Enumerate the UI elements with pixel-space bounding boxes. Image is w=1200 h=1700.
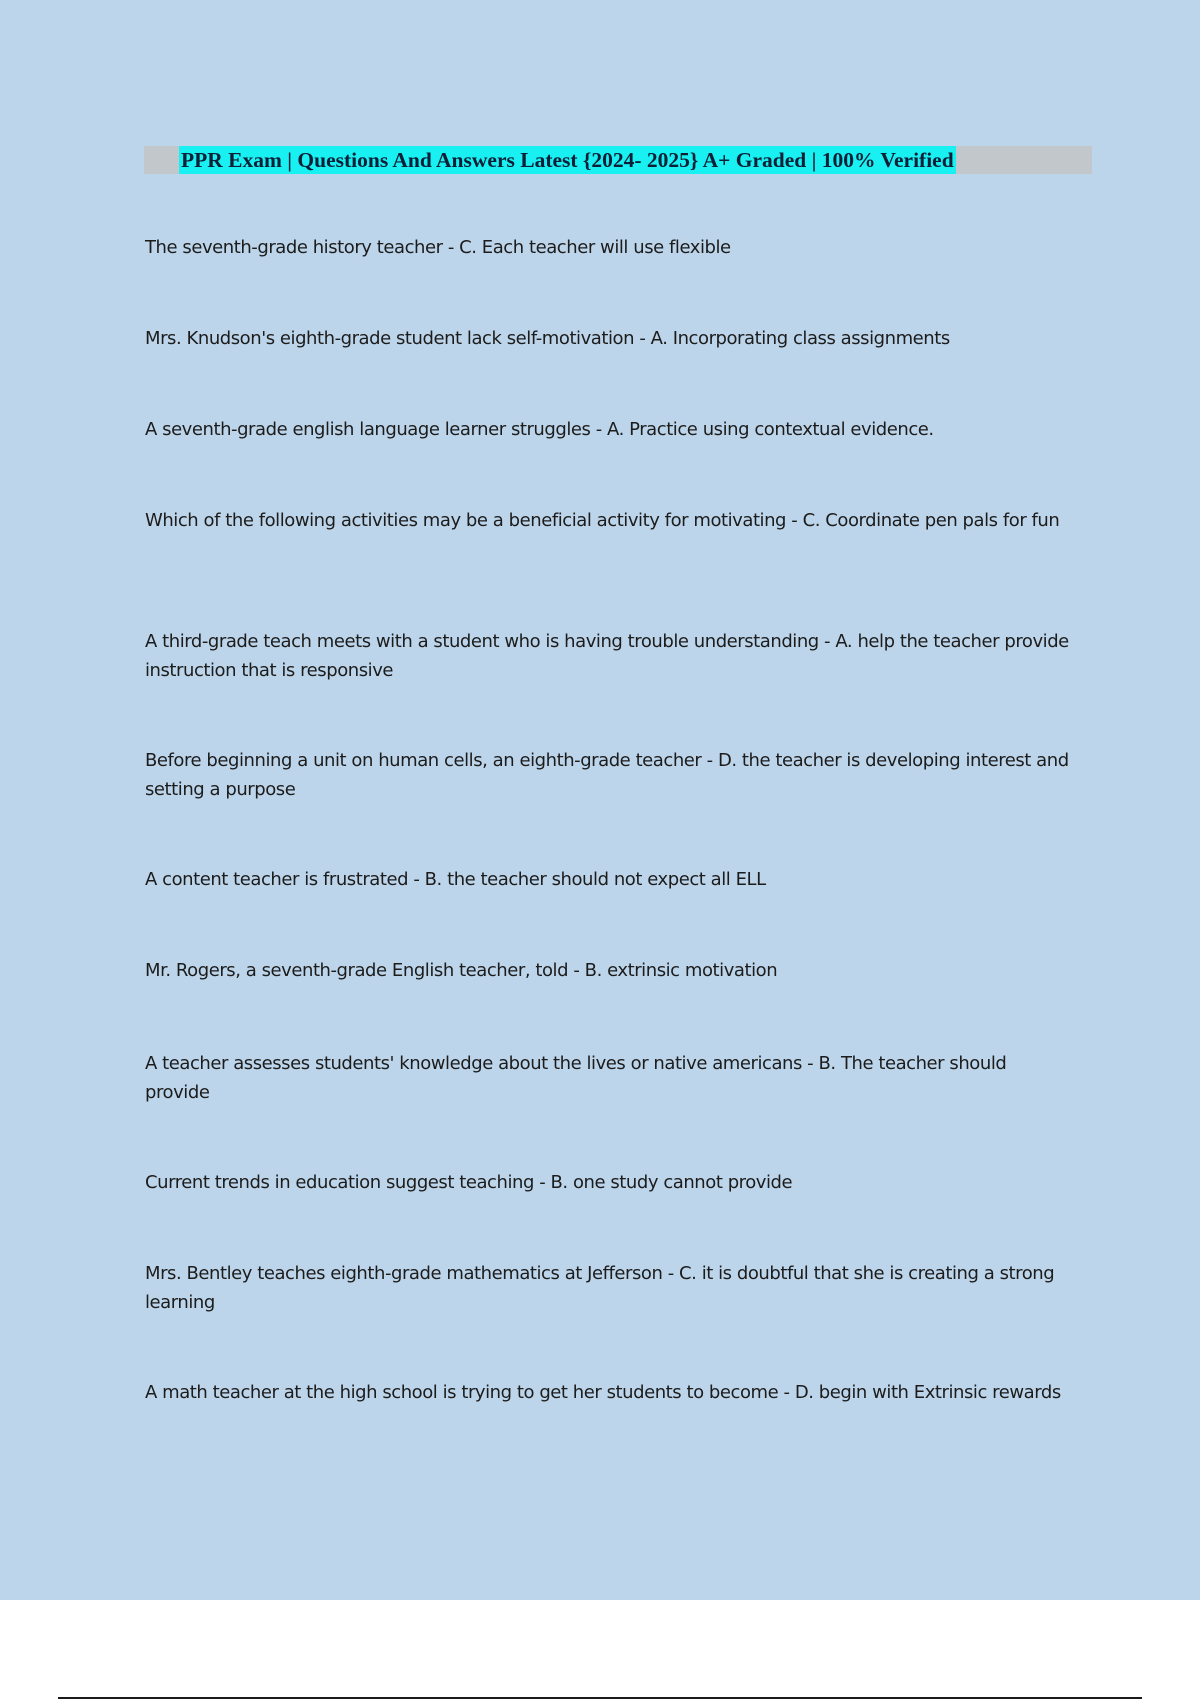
qa-item: Mrs. Knudson's eighth-grade student lack self-motivation - A. Incorporating class assignments	[145, 328, 950, 349]
qa-item: Mr. Rogers, a seventh-grade English teacher, told - B. extrinsic motivation	[145, 960, 778, 981]
qa-item: The seventh-grade history teacher - C. Each teacher will use flexible	[145, 237, 731, 258]
qa-item: A teacher assesses students' knowledge about the lives or native americans - B. The teacher should provide	[145, 1053, 1007, 1103]
qa-item: Current trends in education suggest teaching - B. one study cannot provide	[145, 1172, 793, 1193]
qa-item: Before beginning a unit on human cells, an eighth-grade teacher - D. the teacher is developing interest and setting a purpose	[145, 750, 1069, 800]
qa-item: A math teacher at the high school is trying to get her students to become - D. begin with Extrinsic rewards	[145, 1382, 1061, 1403]
footer-rule	[58, 1697, 1142, 1699]
qa-item: A third-grade teach meets with a student who is having trouble understanding - A. help the teacher provide instruction that is responsive	[145, 631, 1069, 681]
document-title: PPR Exam | Questions And Answers Latest {2024- 2025} A+ Graded | 100% Verified	[181, 148, 954, 172]
qa-item: A content teacher is frustrated - B. the teacher should not expect all ELL	[145, 869, 766, 890]
qa-item: Which of the following activities may be a beneficial activity for motivating - C. Coordinate pen pals for fun	[145, 510, 1060, 531]
qa-item: Mrs. Bentley teaches eighth-grade mathematics at Jefferson - C. it is doubtful that she is creating a strong learning	[145, 1263, 1055, 1313]
qa-item: A seventh-grade english language learner struggles - A. Practice using contextual evidence.	[145, 419, 934, 440]
